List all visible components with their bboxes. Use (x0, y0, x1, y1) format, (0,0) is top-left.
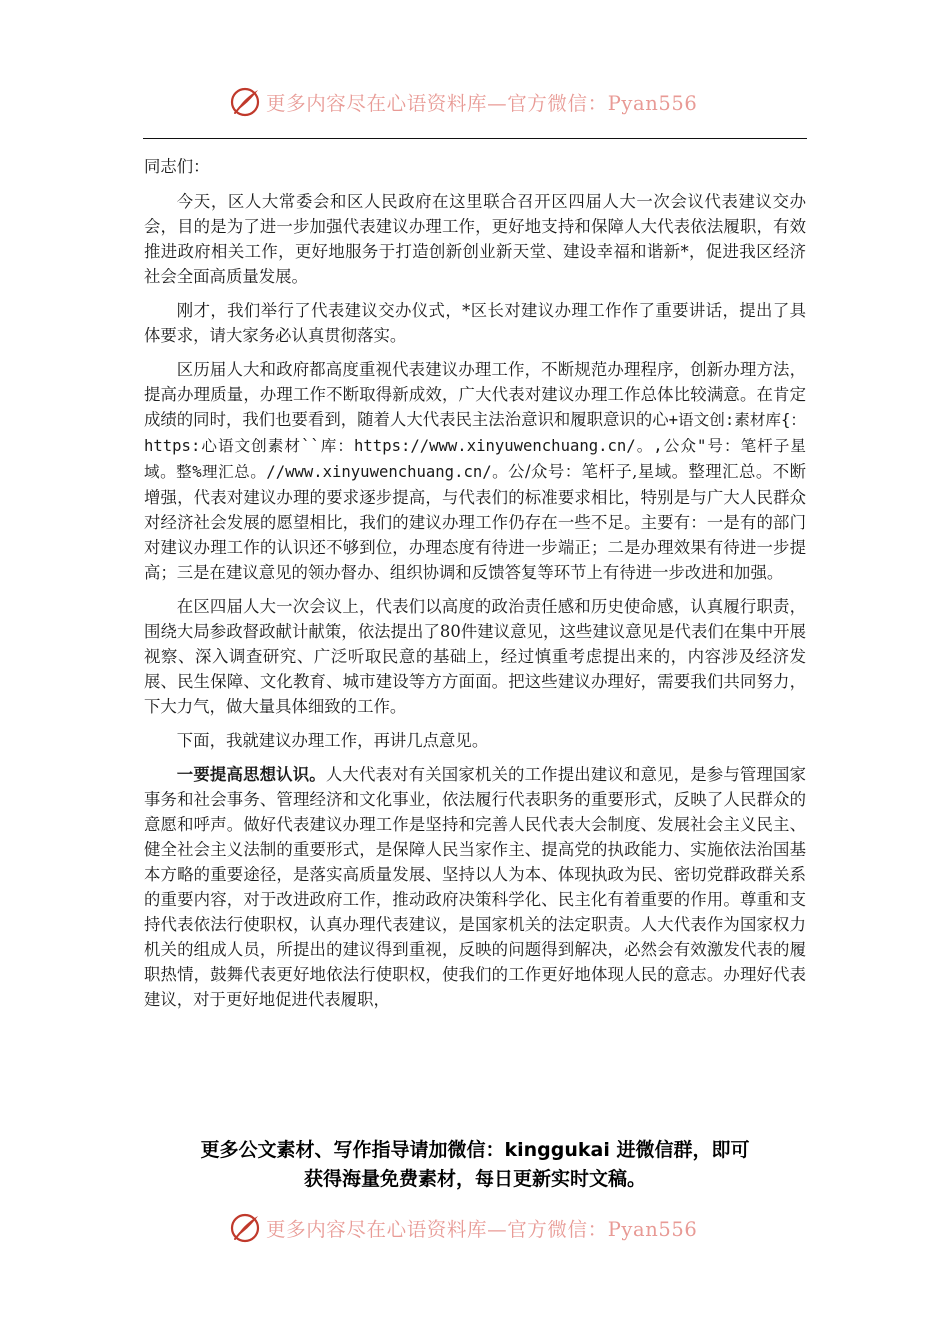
footer-banner-text: 更多内容尽在心语资料库—官方微信：Pyan556 (266, 1218, 698, 1241)
paragraph-4: 在区四届人大一次会议上，代表们以高度的政治责任感和历史使命感，认真履行职责，围绕大局参政督政献计献策，依法提出了80件建议意见，这些建议意见是代表们在集中开展视察、深入调查研究、广泛听取民意的基础上，经过慎重考虑提出来的，内容涉及经济发展、民生保障、文化教育、城市建设等方方面面。把这些建议办理好，需要我们共同努力，下大力气，做大量具体细致的工作。 (144, 597, 806, 716)
promo-line-1: 更多公文素材、写作指导请加微信：kinggukai 进微信群，即可 (200, 1139, 750, 1161)
paragraph-3 (144, 357, 806, 585)
paragraph-6-lead: 一要提高思想认识。 (176, 765, 326, 784)
header-banner (0, 82, 950, 122)
paragraph-5: 下面，我就建议办理工作，再讲几点意见。 (176, 731, 489, 750)
footer-banner (0, 1208, 950, 1248)
paragraph-3-watermark-text: +语文创:素材库{：https:心语文创素材``库：https://www.xinyuwenchuang.cn/。,公众"号：笔杆子星域。整%理汇总。//www.xinyuwenchuang.cn/。 (144, 411, 806, 481)
quill-pen-logo-icon (228, 85, 262, 119)
promo-block (100, 1136, 850, 1194)
paragraph-6-body: 人大代表对有关国家机关的工作提出建议和意见，是参与管理国家事务和社会事务、管理经济和文化事业，依法履行代表职务的重要形式，反映了人民群众的意愿和呼声。做好代表建议办理工作是坚持和完善人民代表大会制度、发展社会主义民主、健全社会主义法制的重要形式，是保障人民当家作主、提高党的执政能力、实施依法治国基本方略的重要途径，是落实高质量发展、坚持以人为本、体现执政为民、密切党群政群关系的重要内容，对于改进政府工作，推动政府决策科学化、民主化有着重要的作用。尊重和支持代表依法行使职权，认真办理代表建议，是国家机关的法定职责。人大代表作为国家权力机关的组成人员，所提出的建议得到重视，反映的问题得到解决，必然会有效激发代表的履职热情，鼓舞代表更好地依法行使职权，使我们的工作更好地体现人民的意志。办理好代表建议，对于更好地促进代表履职， (144, 765, 806, 1009)
paragraph-2: 刚才，我们举行了代表建议交办仪式，*区长对建议办理工作作了重要讲话，提出了具体要求，请大家务必认真贯彻落实。 (144, 301, 806, 345)
paragraph-6 (144, 762, 806, 1012)
salutation: 同志们： (144, 157, 210, 176)
paragraph-3-part-a: 区历届人大和政府都高度重视代表建议办理工作，不断规范办理程序，创新办理方法，提高办理质量，办理工作不断取得新成效，广大代表对建议办理工作总体比较满意。在肯定成绩的同时，我们也要看到，随着人大代表民主法治意识和履职意识的心 (144, 360, 806, 429)
paragraph-3-part-c: 公/众号：笔杆子,星域。整理汇总。不断增强，代表对建议办理的要求逐步提高，与代表们的标准要求相比，特别是与广大人民群众对经济社会发展的愿望相比，我们的建议办理工作仍存在一些不足。主要有：一是有的部门对建议办理工作的认识还不够到位，办理态度有待进一步端正；二是办理效果有待进一步提高；三是在建议意见的领办督办、组织协调和反馈答复等环节上有待进一步改进和加强。 (144, 462, 806, 582)
document-body (144, 154, 806, 1021)
quill-pen-logo-icon (228, 1211, 262, 1245)
paragraph-1: 今天，区人大常委会和区人民政府在这里联合召开区四届人大一次会议代表建议交办会，目的是为了进一步加强代表建议办理工作，更好地支持和保障人大代表依法履职，有效推进政府相关工作，更好地服务于打造创新创业新天堂、建设幸福和谐新*，促进我区经济社会全面高质量发展。 (144, 192, 806, 286)
header-divider (143, 138, 807, 139)
promo-line-2: 获得海量免费素材，每日更新实时文稿。 (303, 1168, 646, 1190)
header-banner-text: 更多内容尽在心语资料库—官方微信：Pyan556 (266, 92, 698, 115)
